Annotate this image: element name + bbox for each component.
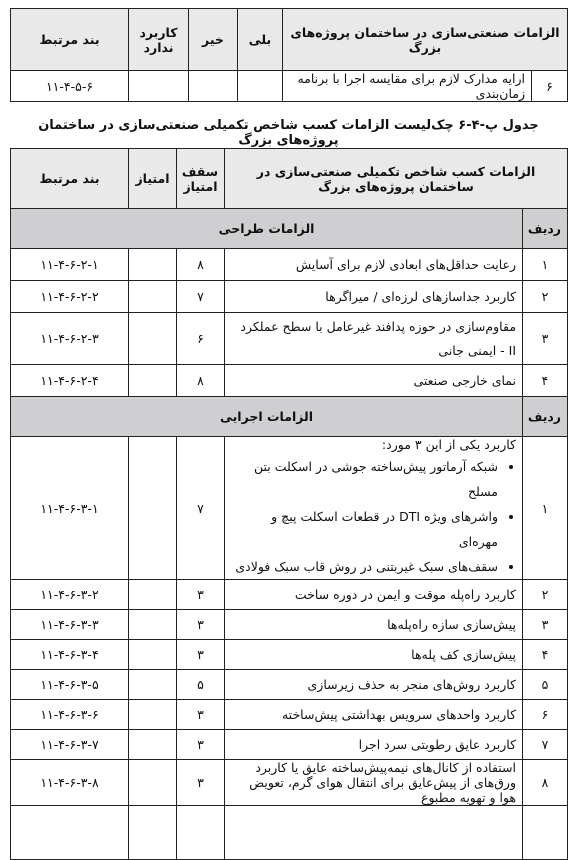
table-row xyxy=(11,806,568,860)
row-score xyxy=(129,700,177,730)
table-row xyxy=(11,700,568,730)
row-max-score: ۳ xyxy=(177,640,225,670)
row-text: رعایت حداقل‌های ابعادی لازم برای آسایش xyxy=(225,249,523,281)
top-table xyxy=(10,8,568,102)
row-max-score: ۵ xyxy=(177,670,225,700)
row-number: ۸ xyxy=(523,760,568,806)
row-text: استفاده از کانال‌های نیمه‌پیش‌ساخته عایق یا کاربرد ورق‌های از پیش‌عایق برای انتقال هوای گرم، تعویض هوا و تهویه مطبوع xyxy=(225,760,523,806)
row-text: نمای خارجی صنعتی xyxy=(225,365,523,397)
row-number: ۶ xyxy=(523,700,568,730)
row-number: ۳ xyxy=(523,610,568,640)
row-ref: ۱۱-۴-۶-۳-۲ xyxy=(11,580,129,610)
row-number: ۳ xyxy=(523,313,568,365)
row-ref: ۱۱-۴-۶-۲-۳ xyxy=(11,313,129,365)
section-title: الزامات طراحی xyxy=(11,209,523,249)
table-row xyxy=(11,580,568,610)
row-max-score: ۳ xyxy=(177,700,225,730)
header-score: امتیاز xyxy=(129,149,177,209)
row-number: ۶ xyxy=(532,71,568,102)
row-text: کاربرد عایق رطوبتی سرد اجرا xyxy=(225,730,523,760)
row-text xyxy=(225,806,523,860)
row-ref: ۱۱-۴-۶-۳-۵ xyxy=(11,670,129,700)
row-ref: ۱۱-۴-۶-۳-۴ xyxy=(11,640,129,670)
header-not-applicable: کاربرد ندارد xyxy=(129,9,189,71)
table-caption: جدول پ-۴-۶ چک‌لیست الزامات کسب شاخص تکمیلی صنعتی‌سازی در ساختمان پروژه‌های بزرگ xyxy=(38,118,539,148)
row-max-score: ۸ xyxy=(177,249,225,281)
header-requirement: الزامات صنعتی‌سازی در ساختمان پروژه‌های بزرگ xyxy=(283,9,568,71)
row-ref: ۱۱-۴-۶-۳-۸ xyxy=(11,760,129,806)
row-ref: ۱۱-۴-۶-۳-۷ xyxy=(11,730,129,760)
row-number: ۲ xyxy=(523,281,568,313)
row-number: ۴ xyxy=(523,365,568,397)
table-row xyxy=(11,365,568,397)
yes-cell xyxy=(238,71,283,102)
row-max-score xyxy=(177,806,225,860)
row-number: ۴ xyxy=(523,640,568,670)
row-text: کاربرد جداسازهای لرزه‌ای / میراگرها xyxy=(225,281,523,313)
row-score xyxy=(129,437,177,580)
row-score xyxy=(129,806,177,860)
row-text: پیش‌سازی کف پله‌ها xyxy=(225,640,523,670)
header-max-score: سقف امتیاز xyxy=(177,149,225,209)
row-max-score: ۶ xyxy=(177,313,225,365)
row-score xyxy=(129,365,177,397)
row-ref: ۱۱-۴-۶-۲-۴ xyxy=(11,365,129,397)
main-table-header xyxy=(11,149,568,209)
row-max-score: ۳ xyxy=(177,760,225,806)
row-max-score: ۷ xyxy=(177,437,225,580)
row-text: کاربرد واحدهای سرویس بهداشتی پیش‌ساخته xyxy=(225,700,523,730)
table-row xyxy=(11,640,568,670)
list-item: • سقف‌های سبک غیربتنی در روش قاب سبک فولادی xyxy=(231,554,498,579)
row-number: ۲ xyxy=(523,580,568,610)
row-max-score: ۸ xyxy=(177,365,225,397)
row-text xyxy=(225,437,523,580)
table-row xyxy=(11,730,568,760)
row-number: ۱ xyxy=(523,249,568,281)
table-row xyxy=(11,610,568,640)
header-requirement: الزامات کسب شاخص تکمیلی صنعتی‌سازی در ساختمان پروژه‌های بزرگ xyxy=(225,149,568,209)
section-row-label: ردیف xyxy=(523,397,568,437)
row-intro: کاربرد یکی از این ۳ مورد: xyxy=(381,437,517,452)
row-score xyxy=(129,610,177,640)
row-score xyxy=(129,580,177,610)
row-ref: ۱۱-۴-۵-۶ xyxy=(11,71,129,102)
row-ref: ۱۱-۴-۶-۳-۳ xyxy=(11,610,129,640)
main-table xyxy=(10,148,568,860)
list-item: • شبکه آرماتور پیش‌ساخته جوشی در اسکلت بتن مسلح xyxy=(231,454,498,504)
row-score xyxy=(129,670,177,700)
section-execution xyxy=(11,397,568,437)
row-max-score: ۳ xyxy=(177,580,225,610)
row-ref xyxy=(11,806,129,860)
row-ref: ۱۱-۴-۶-۳-۱ xyxy=(11,437,129,580)
row-score xyxy=(129,730,177,760)
row-text: پیش‌سازی سازه راه‌پله‌ها xyxy=(225,610,523,640)
row-ref: ۱۱-۴-۶-۲-۱ xyxy=(11,249,129,281)
table-row xyxy=(11,281,568,313)
table-row xyxy=(11,670,568,700)
bullet-list xyxy=(231,454,516,579)
na-cell xyxy=(129,71,189,102)
row-max-score: ۳ xyxy=(177,610,225,640)
no-cell xyxy=(189,71,238,102)
row-max-score: ۳ xyxy=(177,730,225,760)
table-row xyxy=(11,313,568,365)
row-number: ۷ xyxy=(523,730,568,760)
top-table-header xyxy=(11,9,568,71)
section-design xyxy=(11,209,568,249)
row-score xyxy=(129,281,177,313)
table-row xyxy=(11,437,568,580)
header-no: خیر xyxy=(189,9,238,71)
row-text: ارایه مدارک لازم برای مقایسه اجرا با برنامه زمان‌بندی xyxy=(283,71,532,102)
row-score xyxy=(129,313,177,365)
list-item: • واشرهای ویژه DTI در قطعات اسکلت پیچ و مهره‌ای xyxy=(231,504,498,554)
row-text: کاربرد راه‌پله موقت و ایمن در دوره ساخت xyxy=(225,580,523,610)
header-yes: بلی xyxy=(238,9,283,71)
row-score xyxy=(129,249,177,281)
row-number: ۵ xyxy=(523,670,568,700)
table-row xyxy=(11,71,568,102)
header-ref: بند مرتبط xyxy=(11,149,129,209)
row-number xyxy=(523,806,568,860)
row-number: ۱ xyxy=(523,437,568,580)
row-ref: ۱۱-۴-۶-۳-۶ xyxy=(11,700,129,730)
row-score xyxy=(129,640,177,670)
header-ref: بند مرتبط xyxy=(11,9,129,71)
section-row-label: ردیف xyxy=(523,209,568,249)
table-row xyxy=(11,249,568,281)
row-text: مقاوم‌سازی در حوزه پدافند غیرعامل با سطح عملکرد II - ایمنی جانی xyxy=(225,313,523,365)
row-score xyxy=(129,760,177,806)
section-title: الزامات اجرایی xyxy=(11,397,523,437)
row-ref: ۱۱-۴-۶-۲-۲ xyxy=(11,281,129,313)
row-max-score: ۷ xyxy=(177,281,225,313)
row-text: کاربرد روش‌های منجر به حذف زیرسازی xyxy=(225,670,523,700)
table-row xyxy=(11,760,568,806)
